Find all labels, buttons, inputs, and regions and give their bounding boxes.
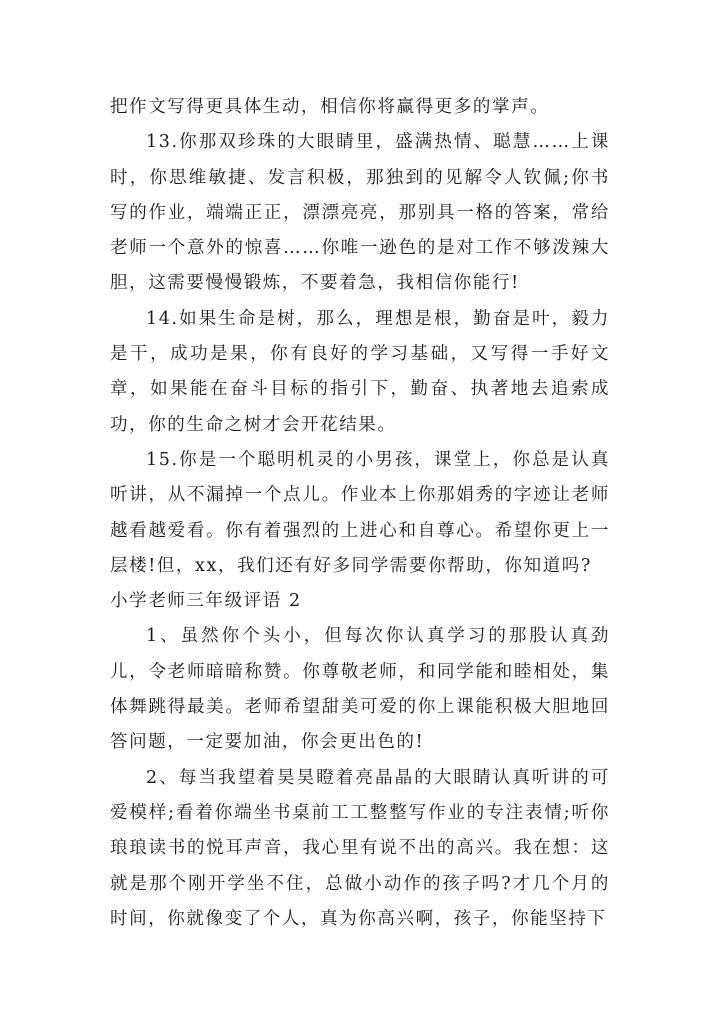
paragraph-2: 2、每当我望着昊昊瞪着亮晶晶的大眼睛认真听讲的可爱模样;看着你端坐书桌前工工整整写作业的专注表情;听你琅琅读书的悦耳声音，我心里有说不出的高兴。我在想：这就是那个刚开学坐不住，总做小动作的孩子吗?才几个月的时间，你就像变了个人，真为你高兴啊，孩子，你能坚持下 [110,767,610,929]
document-page [110,90,610,937]
section-heading: 小学老师三年级评语 2 [110,591,302,612]
paragraph-13: 13.你那双珍珠的大眼睛里，盛满热情、聪慧……上课时，你思维敏捷、发言积极，那独到的见解令人钦佩;你书写的作业，端端正正，漂漂亮亮，那别具一格的答案，常给老师一个意外的惊喜……你唯一逊色的是对工作不够泼辣大胆，这需要慢慢锻炼，不要着急，我相信你能行! [110,132,610,294]
paragraph-1: 1、虽然你个头小，但每次你认真学习的那股认真劲儿，令老师暗暗称赞。你尊敬老师，和同学能和睦相处，集体舞跳得最美。老师希望甜美可爱的你上课能积极大胆地回答问题，一定要加油，你会更出色的! [110,626,610,753]
paragraph-continuation: 把作文写得更具体生动，相信你将赢得更多的掌声。 [110,97,550,117]
paragraph-14: 14.如果生命是树，那么，理想是根，勤奋是叶，毅力是干，成功是果，你有良好的学习基础，又写得一手好文章，如果能在奋斗目标的指引下，勤奋、执著地去追索成功，你的生命之树才会开花结果。 [110,308,610,435]
paragraph-15: 15.你是一个聪明机灵的小男孩，课堂上，你总是认真听讲，从不漏掉一个点儿。作业本上你那娟秀的字迹让老师越看越爱看。你有着强烈的上进心和自尊心。希望你更上一层楼!但，xx，我们还有好多同学需要你帮助，你知道吗? [110,449,610,576]
